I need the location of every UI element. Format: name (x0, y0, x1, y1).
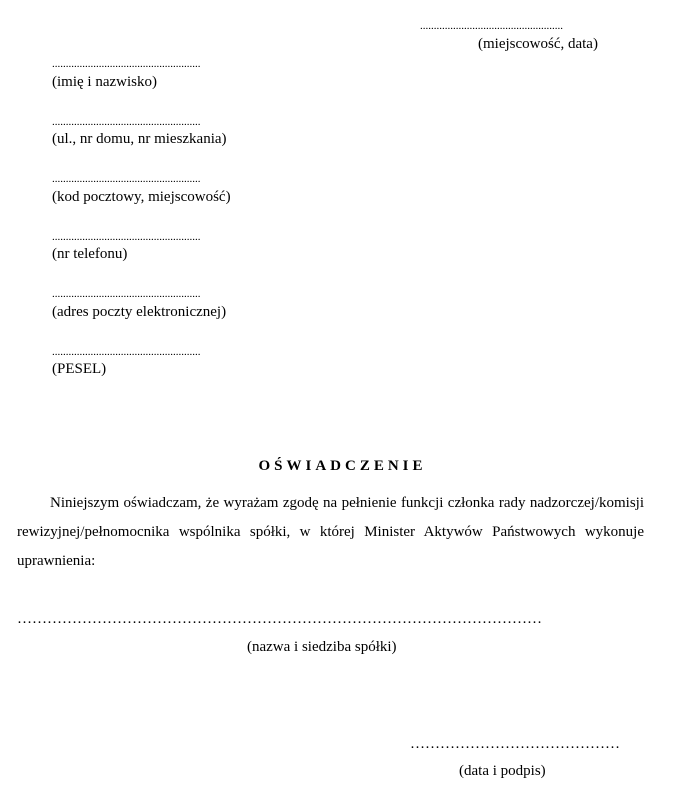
phone-dots: ...................................................... (52, 231, 201, 243)
pesel-label: (PESEL) (52, 361, 107, 377)
phone-label: (nr telefonu) (52, 246, 128, 262)
place-date-label: (miejscowość, data) (478, 36, 598, 52)
street-dots: ...................................................... (52, 116, 201, 128)
email-dots: ...................................................... (52, 288, 201, 300)
statement-paragraph: Niniejszym oświadczam, że wyrażam zgodę na pełnienie funkcji członka rady nadzorczej/komisji rewizyjnej/pełnomocnika wspólnika spółki, w której Minister Aktywów Państwowych wykonuje uprawnienia: (17, 495, 644, 569)
company-label: (nazwa i siedziba spółki) (247, 639, 397, 655)
pesel-dots: ...................................................... (52, 346, 201, 358)
signature-dots: …………………………………… (410, 736, 620, 752)
document-title: OŚWIADCZENIE (258, 458, 427, 474)
email-label: (adres poczty elektronicznej) (52, 304, 227, 320)
postal-dots: ...................................................... (52, 173, 201, 185)
place-date-dots: .................................................... (420, 20, 563, 32)
signature-label: (data i podpis) (459, 763, 546, 779)
company-dots: …………………………………………………………………………………………… (17, 611, 542, 627)
street-label: (ul., nr domu, nr mieszkania) (52, 131, 227, 147)
name-label: (imię i nazwisko) (52, 74, 157, 90)
postal-label: (kod pocztowy, miejscowość) (52, 189, 231, 205)
name-dots: ...................................................... (52, 58, 201, 70)
